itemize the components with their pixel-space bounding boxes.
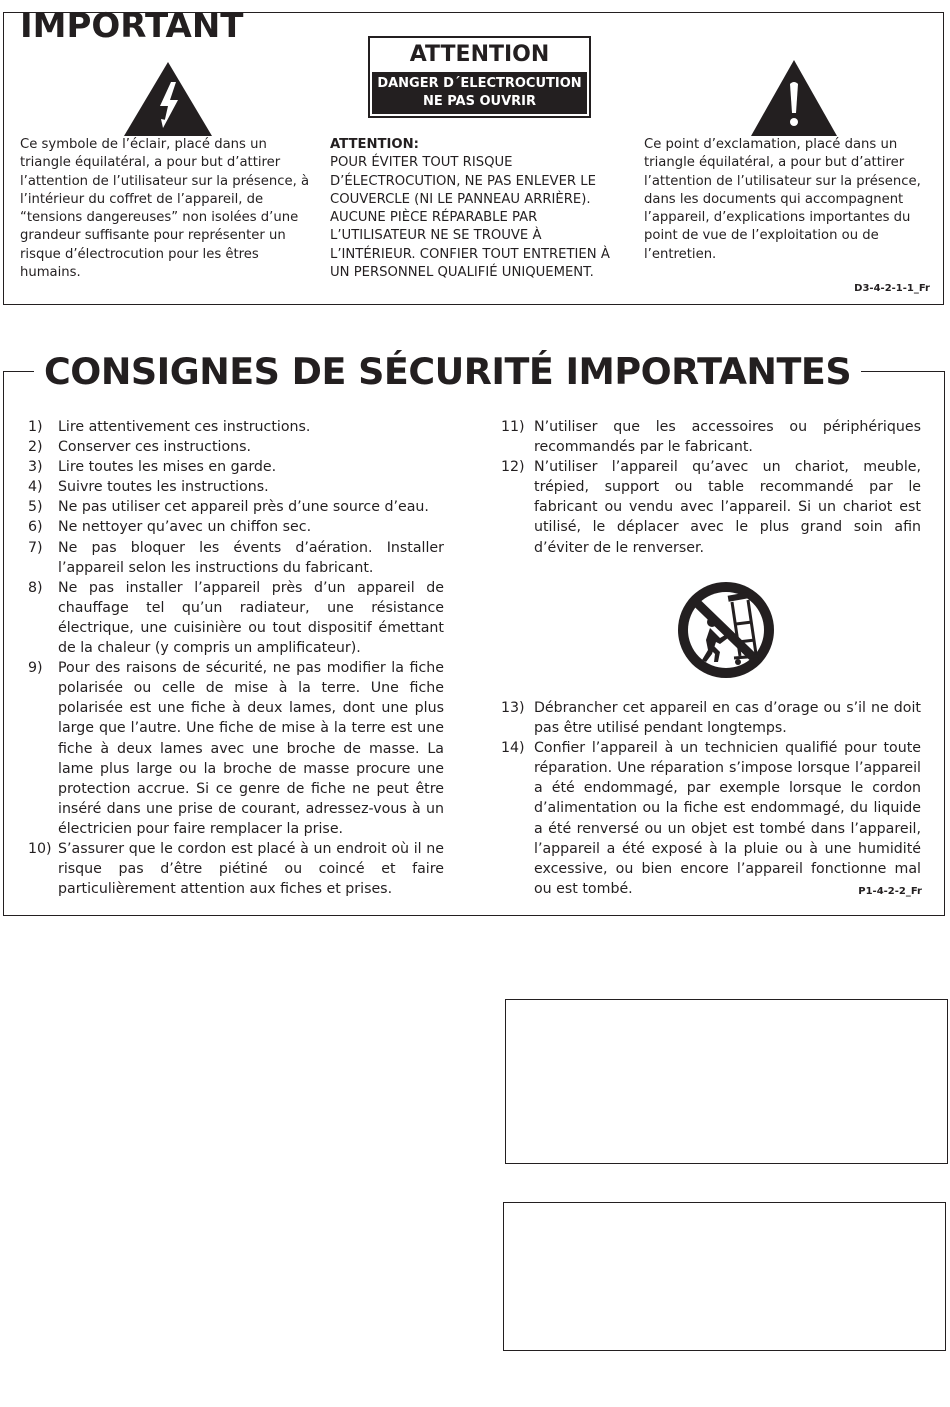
instruction-number: 7) [28, 539, 43, 556]
instruction-item [28, 477, 444, 497]
document-code-1: D3-4-2-1-1_Fr [854, 283, 930, 294]
instruction-number: 3) [28, 459, 43, 476]
exclamation-explanation: Ce point d’exclamation, placé dans un triangle équilatéral, a pour but d’attirer l’attention de l’utilisateur sur la présence, dans les documents qui accompagnent l’appareil, d’explications importantes du point de vue de l’exploitation ou de l’entretien. [644, 137, 921, 262]
instruction-item [28, 839, 444, 899]
instruction-number: 2) [28, 439, 43, 456]
instruction-item [501, 698, 921, 738]
instruction-number: 4) [28, 479, 43, 496]
instruction-number: 1) [28, 419, 43, 435]
attention-label-line1: DANGER D´ELECTROCUTION [377, 76, 582, 91]
instruction-number: 5) [28, 499, 43, 516]
instruction-number: 8) [28, 579, 43, 596]
instruction-text: N’utiliser que les accessoires ou périphériques recommandés par le fabricant. [534, 419, 921, 456]
instruction-text: S’assurer que le cordon est placé à un endroit où il ne risque pas d’être piétiné ou coincé et faire particulièrement attention aux fiches et prises. [58, 840, 444, 898]
instruction-number: 14) [501, 740, 525, 757]
instruction-list-left [28, 417, 444, 899]
instruction-text: Lire attentivement ces instructions. [58, 419, 311, 435]
instruction-text: Ne nettoyer qu’avec un chiffon sec. [58, 519, 312, 536]
instruction-list-right-top [501, 417, 921, 558]
attention-text-block [330, 136, 630, 282]
instruction-item [28, 517, 444, 537]
attention-body: POUR ÉVITER TOUT RISQUE D’ÉLECTROCUTION, NE PAS ENLEVER LE COUVERCLE (NI LE PANNEAU ARRIÈRE). AUCUNE PIÈCE RÉPARABLE PAR L’UTILISATEUR NE SE TROUVE À L’INTÉRIEUR. CONFIER TOUT ENTRETIEN À UN PERSONNEL QUALIFIÉ UNIQUEMENT. [330, 155, 610, 281]
instruction-text: Confier l’appareil à un technicien qualifié pour toute réparation. Une réparation s’impose lorsque l’appareil a été endommagé, par exemple lorsque le cordon d’alimentation ou la fiche est endommagé, du liquide a été renversé ou un objet est tombé dans l’appareil, l’appareil a été exposé à la pluie ou à une humidité excessive, ou bien encore l’appareil fonctionne mal ou est tombé. [534, 740, 921, 897]
instruction-item [501, 738, 921, 899]
document-code-2: P1-4-2-2_Fr [858, 886, 922, 897]
instruction-item [28, 578, 444, 658]
attention-label-title: ATTENTION [370, 38, 589, 71]
instruction-list-right-bottom [501, 698, 921, 899]
instruction-item [28, 457, 444, 477]
instruction-number: 10) [28, 840, 52, 857]
safety-instructions-title: CONSIGNES DE SÉCURITÉ IMPORTANTES [34, 349, 861, 395]
instruction-text: Débrancher cet appareil en cas d’orage ou s’il ne doit pas être utilisé pendant longtemps. [534, 700, 921, 737]
empty-frame-2 [503, 1202, 946, 1351]
cart-tip-over-warning-icon [676, 580, 776, 680]
instruction-item [28, 497, 444, 517]
instruction-item [501, 417, 921, 457]
instruction-item [28, 658, 444, 839]
exclamation-warning-icon [751, 60, 837, 136]
instruction-text: Ne pas bloquer les évents d’aération. Installer l’appareil selon les instructions du fabricant. [58, 539, 444, 576]
instruction-item [28, 538, 444, 578]
important-title: IMPORTANT [20, 6, 244, 46]
lightning-warning-icon [124, 62, 212, 136]
instruction-item [28, 417, 444, 437]
attention-label [368, 36, 591, 118]
empty-frame-1 [505, 999, 948, 1164]
instruction-number: 9) [28, 660, 43, 677]
attention-heading: ATTENTION: [330, 137, 419, 152]
instruction-text: Ne pas installer l’appareil près d’un appareil de chauffage tel qu’un radiateur, une résistance électrique, une cuisinière ou tout dispositif émettant de la chaleur (y compris un amplificateur). [58, 579, 444, 657]
attention-label-line2: NE PAS OUVRIR [422, 94, 537, 109]
instruction-item [28, 437, 444, 457]
instruction-number: 11) [501, 419, 525, 435]
instruction-text: N’utiliser l’appareil qu’avec un chariot, meuble, trépied, support ou table recommandé par le fabricant ou vendu avec l’appareil. Si un chariot est utilisé, le déplacer avec le plus grand soin afin d’éviter de le renverser. [534, 459, 921, 556]
instruction-number: 13) [501, 700, 525, 716]
instruction-number: 6) [28, 519, 43, 536]
instruction-text: Ne pas utiliser cet appareil près d’une source d’eau. [58, 499, 429, 516]
instruction-text: Conserver ces instructions. [58, 439, 252, 456]
instruction-number: 12) [501, 459, 525, 476]
instruction-item [501, 457, 921, 557]
instruction-text: Suivre toutes les instructions. [58, 479, 269, 496]
instruction-text: Lire toutes les mises en garde. [58, 459, 277, 476]
lightning-explanation: Ce symbole de l’éclair, placé dans un triangle équilatéral, a pour but d’attirer l’attention de l’utilisateur sur la présence, à l’intérieur du coffret de l’appareil, de “tensions dangereuses” non isolées d’une grandeur suffisante pour représenter un risque d’électrocution pour les êtres humains. [20, 137, 310, 281]
instruction-text: Pour des raisons de sécurité, ne pas modifier la fiche polarisée ou celle de mise à la terre. Une fiche polarisée est une fiche à deux lames, dont une plus large que l’autre. Une fiche de mise à la terre est une fiche à deux lames avec une broche de masse. La lame plus large ou la broche de masse procure une protection accrue. Si ce genre de fiche ne peut être inséré dans une prise de courant, adressez-vous à un électricien pour faire remplacer la prise. [58, 660, 444, 837]
attention-label-warning [372, 72, 587, 114]
